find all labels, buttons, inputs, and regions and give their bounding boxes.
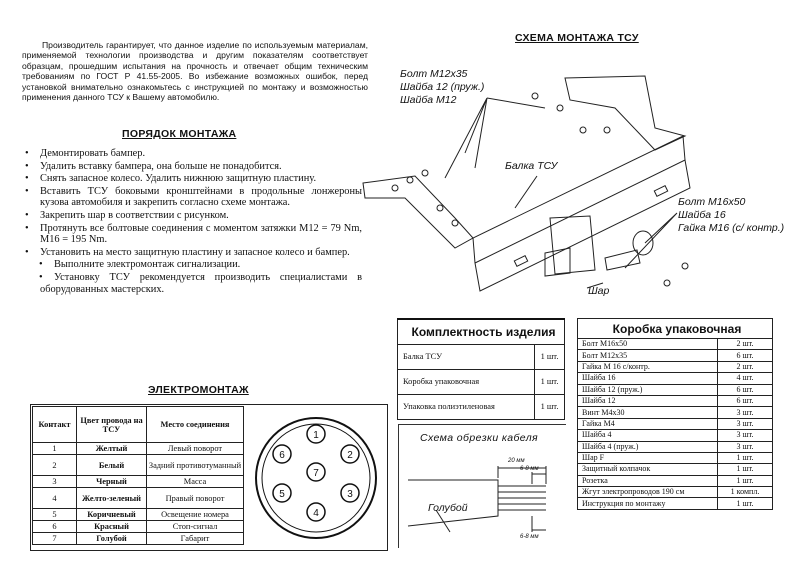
pin-6: [273, 445, 291, 463]
cell: Шайба 4: [578, 430, 718, 441]
cell: 5: [33, 509, 77, 521]
cell: Желто-зеленый: [77, 488, 147, 509]
step-item: • Установить на место защитную пластину и запасное колесо и бампер.: [22, 247, 362, 259]
cell: Винт М4х30: [578, 407, 718, 418]
cell: 1 шт.: [535, 394, 565, 419]
cell: 1 шт.: [718, 498, 773, 509]
cable-dim-20: 20 мм: [508, 458, 525, 464]
table-row: [578, 430, 773, 441]
dim-line-68-top: [532, 472, 546, 484]
ball-mount-block: [545, 248, 570, 276]
table-row: [578, 464, 773, 475]
beam-slot: [654, 186, 667, 197]
table-row: [33, 455, 244, 476]
bolts-right-label-group: [678, 196, 784, 235]
installation-steps: [22, 148, 362, 296]
cell: 1: [33, 443, 77, 455]
cell: 6: [33, 521, 77, 533]
bolt-icon: [407, 177, 413, 183]
left-bracket: [363, 176, 473, 248]
cell: Черный: [77, 476, 147, 488]
cell: Коричневый: [77, 509, 147, 521]
table-row: [33, 476, 244, 488]
cell: Болт М12х35: [578, 350, 718, 361]
table-row: [398, 394, 565, 419]
svg-text:1: 1: [313, 430, 319, 441]
cell: Голубой: [77, 533, 147, 545]
cell: 6 шт.: [718, 350, 773, 361]
cell: 3 шт.: [718, 430, 773, 441]
cell: Красный: [77, 521, 147, 533]
bolt-icon: [580, 127, 586, 133]
cell: Масса: [147, 476, 244, 488]
table-row: [33, 443, 244, 455]
bolt-icon: [532, 93, 538, 99]
cell: 4 шт.: [718, 373, 773, 384]
label-nut-m16: Гайка М16 (с/ контр.): [678, 222, 785, 234]
cell: Шайба 16: [578, 373, 718, 384]
cell: Желтый: [77, 443, 147, 455]
table-row: [578, 384, 773, 395]
step-item: • Снять запасное колесо. Удалить нижнюю защитную пластину.: [22, 173, 362, 185]
table-row: [578, 498, 773, 509]
cell: 1 шт.: [718, 475, 773, 486]
table-row: [578, 361, 773, 372]
cell: 7: [33, 533, 77, 545]
pin-3: [341, 484, 359, 502]
cell: 3 шт.: [718, 418, 773, 429]
table-row: [578, 475, 773, 486]
table-row: [33, 509, 244, 521]
bolt-icon: [422, 170, 428, 176]
table-row: [578, 350, 773, 361]
bolt-icon: [604, 127, 610, 133]
diagram-title: СХЕМА МОНТАЖА ТСУ: [515, 32, 639, 44]
cell: Гайка М4: [578, 418, 718, 429]
cell: Жгут электропроводов 190 см: [578, 487, 718, 498]
bolt-icon: [664, 280, 670, 286]
table-row: [578, 395, 773, 406]
cell: 6 шт.: [718, 395, 773, 406]
step-item: • Удалить вставку бампера, она больше не понадобится.: [22, 161, 362, 173]
cable-dim-6-8-top: 6-8 мм: [520, 466, 539, 472]
svg-text:5: 5: [279, 489, 285, 500]
col-header: Контакт: [33, 407, 77, 443]
cell: Шар F: [578, 452, 718, 463]
step-item: • Демонтировать бампер.: [22, 148, 362, 160]
svg-text:3: 3: [347, 489, 353, 500]
ball-label: Шар: [588, 285, 610, 297]
svg-text:2: 2: [347, 450, 353, 461]
cell: 3 шт.: [718, 407, 773, 418]
bolt-icon: [452, 220, 458, 226]
label-washer-m12: Шайба М12: [400, 94, 457, 106]
table-row: [578, 418, 773, 429]
beam-label: Балка ТСУ: [505, 160, 558, 172]
table-row: [578, 373, 773, 384]
cell: 1 шт.: [535, 369, 565, 394]
cell: 4: [33, 488, 77, 509]
socket-pinout: [252, 412, 382, 548]
bolt-icon: [392, 185, 398, 191]
step-item: • Выполните электромонтаж сигнализации.: [22, 259, 362, 271]
col-header: Место соединения: [147, 407, 244, 443]
cable-wire-label: Голубой: [428, 502, 468, 514]
cell: Инструкция по монтажу: [578, 498, 718, 509]
cable-dim-6-8-bottom: 6-8 мм: [520, 534, 539, 540]
label-washer-12-spring: Шайба 12 (пруж.): [400, 81, 485, 93]
completeness-title: Комплектность изделия: [398, 319, 565, 344]
cell: 2: [33, 455, 77, 476]
cable-wires: [498, 486, 546, 510]
bolt-icon: [437, 205, 443, 211]
table-row: [578, 339, 773, 350]
table-row: [578, 487, 773, 498]
svg-text:6: 6: [279, 450, 285, 461]
pin-5: [273, 484, 291, 502]
step-item: • Протянуть все болтовые соединения с моментом затяжки М12 = 79 Nm, М16 = 195 Nm.: [22, 223, 362, 246]
cell: 2 шт.: [718, 361, 773, 372]
cell: Освещение номера: [147, 509, 244, 521]
cable-scheme-title: Схема обрезки кабеля: [420, 432, 539, 444]
pin-7: [307, 463, 325, 481]
step-item: • Закрепить шар в соответствии с рисунком.: [22, 210, 362, 222]
table-row: [33, 488, 244, 509]
cell: 1 шт.: [718, 464, 773, 475]
svg-text:7: 7: [313, 468, 319, 479]
cell: Болт М16х50: [578, 339, 718, 350]
cell: Левый поворот: [147, 443, 244, 455]
table-row: [578, 441, 773, 452]
pin-1: [307, 425, 325, 443]
pin-2: [341, 445, 359, 463]
cable-drawing: [398, 446, 566, 546]
table-row: [33, 533, 244, 545]
bolts-label-group: [400, 68, 484, 107]
table-row: [398, 344, 565, 369]
cell: Балка ТСУ: [398, 344, 535, 369]
cell: 1 шт.: [718, 452, 773, 463]
electrical-table: [32, 406, 244, 545]
cell: Коробка упаковочная: [398, 369, 535, 394]
box-table: [577, 318, 773, 510]
label-bolt-m12: Болт М12х35: [400, 68, 468, 80]
table-row: [578, 407, 773, 418]
cell: 3: [33, 476, 77, 488]
label-bolt-m16: Болт М16х50: [678, 196, 746, 208]
cell: Розетка: [578, 475, 718, 486]
table-row: [578, 452, 773, 463]
intro-paragraph: Производитель гарантирует, что данное изделие по используемым материалам, применяемой технологии производства и другим показателям соответствует образцам, прошедшим испытания на прочность и отвечает общим техническим требованиям по ГОСТ Р 41.55-2005. Во избежание возможных ошибок, перед установкой внимательно ознакомьтесь с инструкцией по монтажу и возможностью применения данного ТСУ к Вашему автомобилю.: [22, 40, 368, 103]
cell: Стоп-сигнал: [147, 521, 244, 533]
step-item: • Вставить ТСУ боковыми кронштейнами в продольные лонжероны кузова автомобиля и закрепить согласно схеме монтажа.: [22, 186, 362, 209]
cell: Правый поворот: [147, 488, 244, 509]
cell: Шайба 12 (пруж.): [578, 384, 718, 395]
completeness-table: [397, 318, 565, 420]
col-header: Цвет провода на ТСУ: [77, 407, 147, 443]
cell: 1 шт.: [535, 344, 565, 369]
ball-mount-plate: [550, 216, 595, 274]
electrical-title: ЭЛЕКТРОМОНТАЖ: [148, 384, 249, 396]
svg-text:4: 4: [313, 508, 319, 519]
label-washer-16: Шайба 16: [678, 209, 726, 221]
cell: Габарит: [147, 533, 244, 545]
table-row: [33, 521, 244, 533]
beam-slot: [514, 256, 527, 267]
right-bracket: [565, 76, 685, 150]
cell: Гайка М 16 с/контр.: [578, 361, 718, 372]
cell: Задний противотуманный: [147, 455, 244, 476]
ball-neck: [605, 250, 640, 270]
cell: Шайба 12: [578, 395, 718, 406]
cell: Защитный колпачок: [578, 464, 718, 475]
cell: Шайба 4 (пруж.): [578, 441, 718, 452]
cell: 2 шт.: [718, 339, 773, 350]
pin-4: [307, 503, 325, 521]
installation-title: ПОРЯДОК МОНТАЖА: [122, 128, 237, 140]
cell: Белый: [77, 455, 147, 476]
bolt-icon: [682, 263, 688, 269]
cell: Упаковка полиэтиленовая: [398, 394, 535, 419]
leader-line-beam: [515, 176, 537, 208]
dim-line-68-bottom: [532, 516, 546, 532]
tow-ball: [633, 231, 653, 255]
table-row: [398, 369, 565, 394]
box-title: Коробка упаковочная: [578, 319, 773, 339]
cell: 3 шт.: [718, 441, 773, 452]
bolt-icon: [557, 105, 563, 111]
cell: 1 компл.: [718, 487, 773, 498]
step-item: • Установку ТСУ рекомендуется производить специалистами в оборудованных мастерских.: [22, 272, 362, 295]
cell: 6 шт.: [718, 384, 773, 395]
